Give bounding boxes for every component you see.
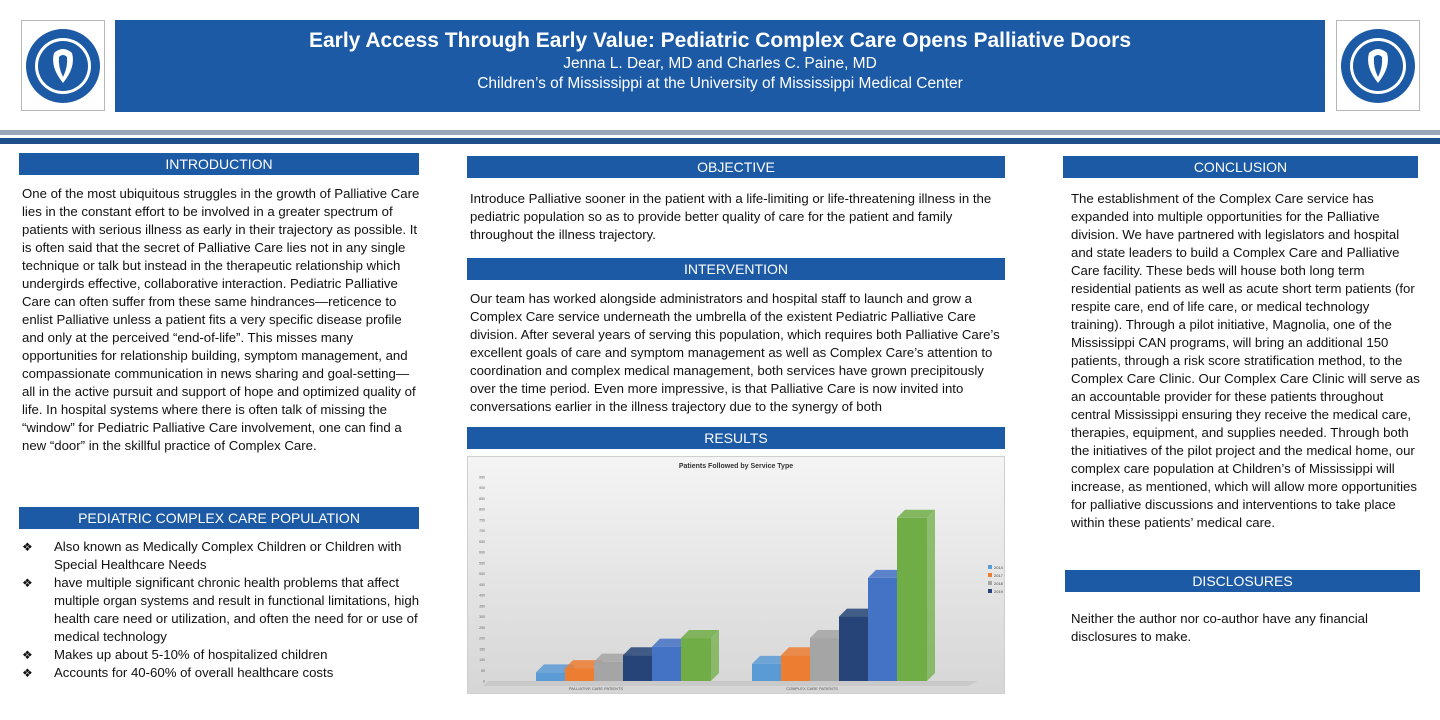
population-heading: PEDIATRIC COMPLEX CARE POPULATION: [19, 507, 419, 529]
bar: [565, 668, 595, 681]
y-tick-label: 550: [479, 561, 485, 566]
conclusion-body: The establishment of the Complex Care service has expanded into multiple opportunities for the Palliative division. We have partnered with legislators and hospital and state leaders to build a Complex Care and Palliative Care facility. These beds will house both long term residential patients as well as acute short term patients (for respite care, end of life care, or medical technology training). Through a pilot initiative, Magnolia, one of the Mississippi CAN programs, will bring an additional 150 patients, through a risk score stratification method, to the Complex Care Clinic. Our Complex Care Clinic will serve as an accountable provider for these patients throughout central Mississippi ensuring they receive the medical care, therapies, equipment, and supplies needed. Through both the initiatives of the pilot project and the medical home, our complex care population at Children’s of Mississippi will increase, as mentioned, which will allow more opportunities for palliative discussions and interventions to take place within these patients’ medical care.: [1071, 191, 1420, 530]
affiliation: Children’s of Mississippi at the University of Mississippi Medical Center: [477, 75, 963, 92]
chart-title: Patients Followed by Service Type: [678, 463, 794, 470]
list-item: ❖ have multiple significant chronic health problems that affect multiple organ systems and result in functional limitations, high health care need or utilization, and often the need for or use of medical technology: [22, 575, 420, 644]
university-seal-icon: [24, 27, 102, 105]
y-tick-label: 800: [479, 507, 485, 512]
university-logo-right: [1336, 20, 1420, 111]
y-tick-label: 750: [479, 518, 485, 523]
divider-dark: [0, 138, 1440, 144]
y-tick-label: 300: [479, 615, 485, 620]
x-tick-label: COMPLEX CARE PATIENTS: [786, 686, 838, 691]
disclosures-heading: DISCLOSURES: [1065, 570, 1420, 592]
diamond-bullet-icon: ❖: [22, 666, 33, 680]
y-tick-label: 650: [479, 539, 485, 544]
diamond-bullet-icon: ❖: [22, 648, 33, 662]
bar: [681, 638, 711, 681]
bar: [810, 638, 840, 681]
university-seal-icon: [1339, 27, 1417, 105]
y-tick-label: 900: [479, 486, 485, 491]
y-tick-label: 500: [479, 572, 485, 577]
y-tick-label: 0: [483, 679, 485, 684]
y-tick-label: 600: [479, 550, 485, 555]
y-tick-label: 100: [479, 658, 485, 663]
diamond-bullet-icon: ❖: [22, 540, 33, 554]
title-banner: [115, 20, 1325, 112]
bar: [752, 664, 782, 681]
legend-swatch: [988, 589, 992, 593]
legend-label: 2014: [994, 565, 1003, 570]
legend-swatch: [988, 581, 992, 585]
population-list: [22, 538, 422, 682]
divider-light: [0, 130, 1440, 135]
legend-label: 2019: [994, 589, 1003, 594]
list-item: ❖ Accounts for 40-60% of overall healthcare costs: [22, 665, 334, 680]
results-heading: RESULTS: [467, 427, 1005, 449]
disclosures-body: Neither the author nor co-author have any financial disclosures to make.: [1071, 611, 1368, 644]
y-tick-label: 250: [479, 625, 485, 630]
y-tick-label: 150: [479, 647, 485, 652]
bar: [536, 672, 566, 681]
legend-label: 2017: [994, 573, 1003, 578]
bar-side: [927, 510, 935, 681]
bar: [652, 647, 682, 681]
objective-body: Introduce Palliative sooner in the patient with a life-limiting or life-threatening illness in the pediatric population so as to provide better quality of care for the patient and family throughout the illness trajectory.: [470, 191, 992, 242]
y-tick-label: 700: [479, 529, 485, 534]
bar-side: [711, 630, 719, 681]
bar: [839, 617, 869, 681]
y-tick-label: 200: [479, 636, 485, 641]
intervention-body: Our team has worked alongside administrators and hospital staff to launch and grow a Complex Care service underneath the umbrella of the existent Pediatric Palliative Care division. After several years of serving this population, which requires both Palliative Care’s excellent goals of care and symptom management as well as Complex Care’s attention to coordination and complex medical management, both services have grown precipitously over the time period. Even more impressive, is that Palliative Care is now invited into conversations earlier in the illness trajectory due to the synergy of both: [470, 291, 1000, 414]
y-tick-label: 50: [481, 668, 485, 673]
introduction-body: One of the most ubiquitous struggles in the growth of Palliative Care lies in the constant effort to be involved in a greater spectrum of patients with serious illness as early in their trajectory as possible. It is often said that the secret of Palliative Care lies not in any single technique or talk but instead in the therapeutic relationship which undergirds effective, collaborative interaction. Pediatric Palliative Care can often suffer from these same hindrances—reticence to enlist Palliative unless a patient fits a very specific disease profile and only at the perceived “end-of-life”. This misses many opportunities for relationship building, symptom management, and compassionate communication in news sharing and goal-setting—all in the active pursuit and support of hope and optimized quality of life. In hospital systems where there is often talk of missing the “window” for Pediatric Palliative Care involvement, one can find a new “door” in the skillful practice of Complex Care.: [22, 186, 420, 453]
results-chart: [467, 456, 1005, 694]
conclusion-heading: CONCLUSION: [1063, 156, 1418, 178]
university-logo-left: [21, 20, 105, 111]
y-tick-label: 400: [479, 593, 485, 598]
introduction-heading: INTRODUCTION: [19, 153, 419, 175]
objective-heading: OBJECTIVE: [467, 156, 1005, 178]
bar: [868, 578, 898, 681]
authors: Jenna L. Dear, MD and Charles C. Paine, MD: [563, 55, 877, 72]
bar: [594, 662, 624, 681]
y-tick-label: 850: [479, 496, 485, 501]
legend-swatch: [988, 573, 992, 577]
bar: [623, 655, 653, 681]
diamond-bullet-icon: ❖: [22, 576, 33, 590]
bar: [781, 655, 811, 681]
legend-swatch: [988, 565, 992, 569]
intervention-heading: INTERVENTION: [467, 258, 1005, 280]
list-item: ❖ Makes up about 5-10% of hospitalized children: [22, 647, 328, 662]
bar: [897, 518, 927, 681]
legend-label: 2018: [994, 581, 1003, 586]
y-tick-label: 450: [479, 582, 485, 587]
poster-title: Early Access Through Early Value: Pediatric Complex Care Opens Palliative Doors: [308, 29, 1132, 52]
y-tick-label: 350: [479, 604, 485, 609]
list-item: ❖ Also known as Medically Complex Children or Children with Special Healthcare Needs: [22, 539, 402, 572]
y-tick-label: 950: [479, 475, 485, 480]
x-tick-label: PALLIATIVE CARE PATIENTS: [568, 686, 624, 691]
chart-floor: [483, 681, 978, 686]
bar-chart: [468, 457, 1004, 693]
